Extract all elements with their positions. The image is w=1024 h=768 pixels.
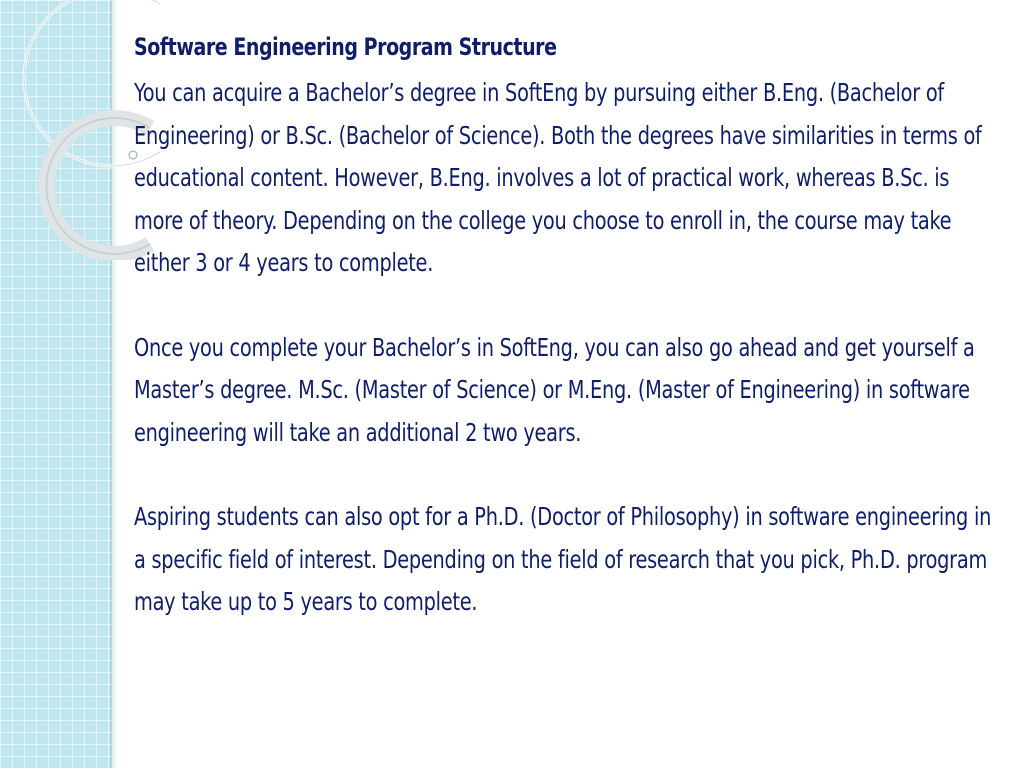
paragraph-master: Once you complete your Bachelor’s in SoftEng, you can also go ahead and get yourself a Master’s degree. M.Sc. (Master of Science) or M.Eng. (Master of Engineering) in software engineering will take an additional 2 two years. <box>134 332 975 447</box>
content-area <box>134 30 1004 666</box>
paragraph-phd: Aspiring students can also opt for a Ph.D. (Doctor of Philosophy) in software engineering in a specific field of interest. Depending on the field of research that you pick, Ph.D. program may take up to 5 years to complete. <box>134 502 992 616</box>
paragraph-bachelor: You can acquire a Bachelor’s degree in SoftEng by pursuing either B.Eng. (Bachelor of Engineering) or B.Sc. (Bachelor of Science). Both the degrees have similarities in terms of educational content. However, B.Eng. involves a lot of practical work, whereas B.Sc. is more of theory. Depending on the college you choose to enroll in, the course may take either 3 or 4 years to complete. <box>134 78 982 277</box>
slide-title: Software Engineering Program Structure <box>134 33 557 61</box>
